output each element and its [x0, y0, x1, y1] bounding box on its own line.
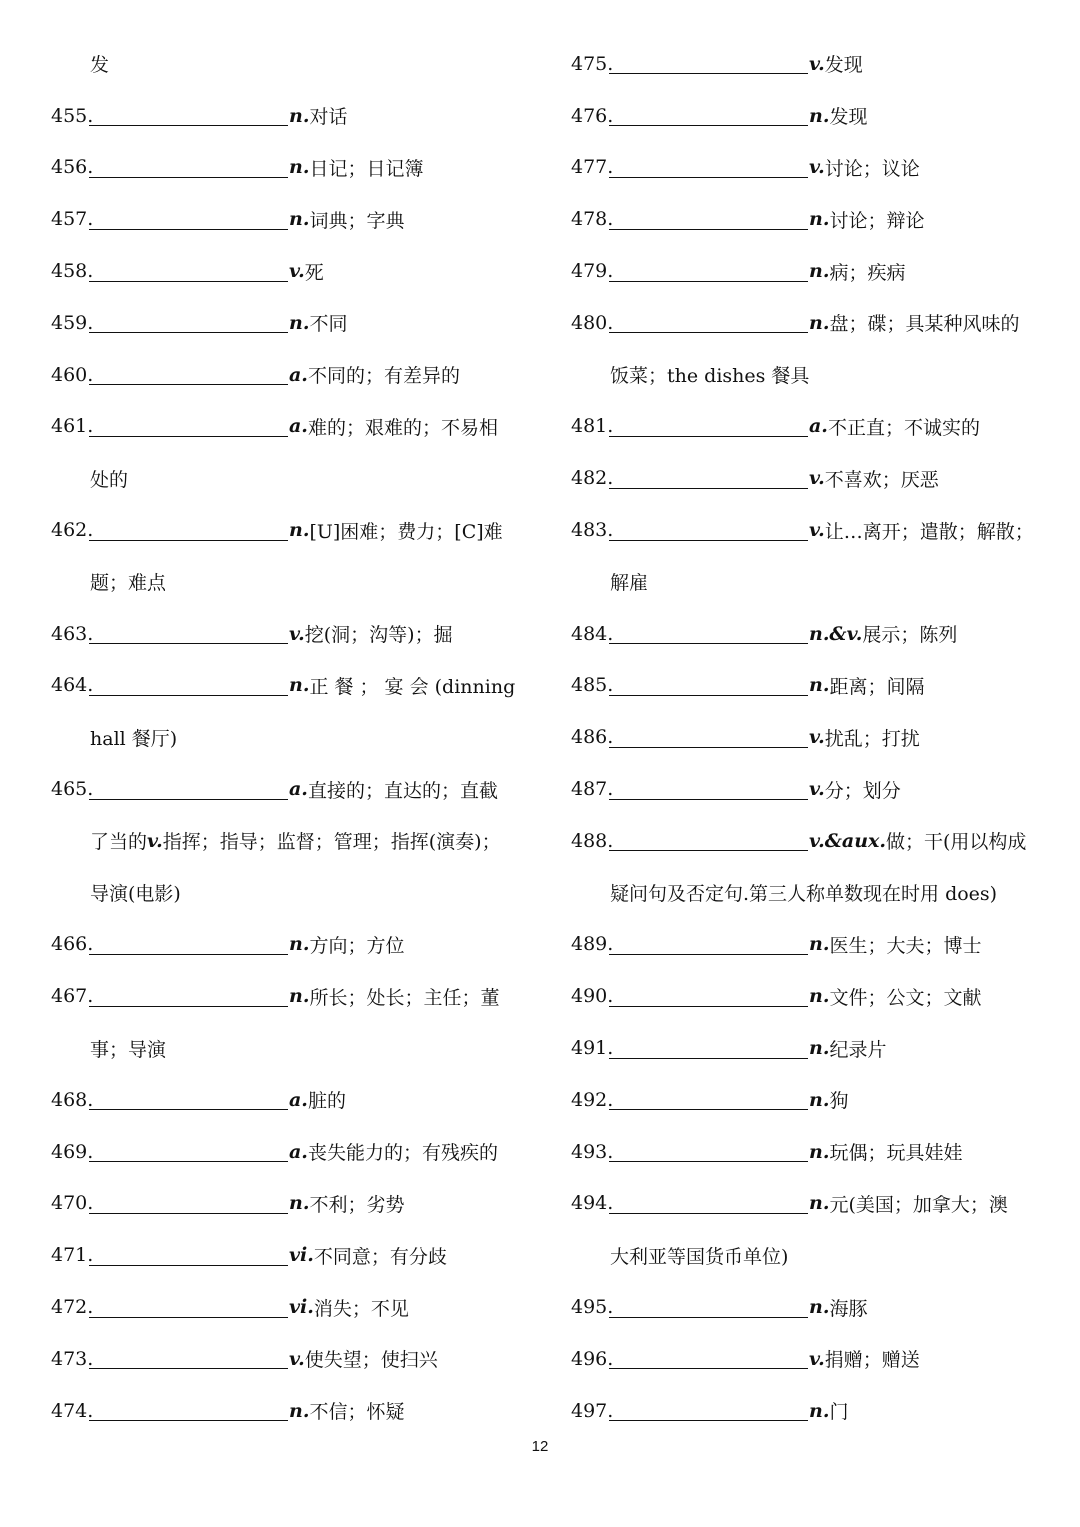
entry-number: 486. — [571, 726, 614, 749]
entry-number: 473. — [51, 1347, 94, 1370]
definition: 元(美国；加拿大；澳 — [829, 1193, 1008, 1216]
definition: 狗 — [829, 1090, 849, 1113]
vocab-entry — [51, 142, 521, 194]
definition-continuation — [51, 556, 521, 608]
part-of-speech: v.&aux. — [809, 829, 886, 852]
definition-continuation — [571, 1229, 1041, 1281]
part-of-speech: a. — [289, 778, 308, 801]
entry-number: 460. — [51, 363, 94, 386]
part-of-speech: n. — [289, 311, 310, 334]
entry-number: 487. — [571, 778, 614, 801]
vocab-entry — [51, 504, 521, 556]
part-of-speech: a. — [289, 363, 308, 386]
entry-number: 474. — [51, 1399, 94, 1422]
definition: 所长；处长；主任；董 — [309, 986, 500, 1009]
vocab-entry — [571, 1281, 1041, 1333]
definition-continuation-text: 饭菜；the dishes 餐具 — [610, 365, 810, 388]
answer-blank[interactable] — [89, 675, 288, 696]
definition-continuation — [571, 556, 1041, 608]
vocab-entry — [571, 142, 1041, 194]
definition: 方向；方位 — [309, 934, 405, 957]
part-of-speech: a. — [289, 1140, 308, 1163]
definition: 不信；怀疑 — [309, 1401, 405, 1424]
part-of-speech: n. — [809, 933, 830, 956]
vocab-entry — [51, 193, 521, 245]
definition: 不同的；有差异的 — [307, 365, 460, 388]
part-of-speech: a. — [289, 1088, 308, 1111]
answer-blank[interactable] — [89, 157, 288, 178]
part-of-speech: v. — [147, 829, 163, 852]
entry-number: 480. — [571, 311, 614, 334]
part-of-speech: n.&v. — [809, 622, 863, 645]
entry-number: 482. — [571, 467, 614, 490]
definition: 不同 — [309, 313, 348, 336]
definition: 海豚 — [829, 1297, 868, 1320]
definition: 玩偶；玩具娃娃 — [829, 1142, 963, 1165]
answer-blank[interactable] — [609, 830, 808, 851]
definition: 使失望；使扫兴 — [304, 1349, 438, 1372]
definition: 消失；不见 — [313, 1297, 409, 1320]
vocab-entry — [51, 1281, 521, 1333]
answer-blank[interactable] — [89, 1348, 288, 1369]
answer-blank[interactable] — [89, 623, 288, 644]
vocab-entry — [51, 90, 521, 142]
definition: [U]困难；费力；[C]难 — [309, 520, 503, 543]
vocab-entry — [571, 1178, 1041, 1230]
definition-continuation-text: 解雇 — [610, 572, 649, 595]
definition-continuation-text: 处的 — [90, 468, 129, 491]
answer-blank[interactable] — [609, 1141, 808, 1162]
definition-continuation — [571, 867, 1041, 919]
answer-blank[interactable] — [609, 1038, 808, 1059]
definition-continuation — [51, 815, 521, 867]
vocab-entry — [571, 1333, 1041, 1385]
definition: 医生；大夫；博士 — [829, 934, 982, 957]
part-of-speech: n. — [289, 985, 310, 1008]
part-of-speech: v. — [289, 260, 305, 283]
vocab-entry — [571, 297, 1041, 349]
entry-number: 470. — [51, 1192, 94, 1215]
entry-number: 472. — [51, 1296, 94, 1319]
part-of-speech: a. — [809, 415, 828, 438]
entry-number: 455. — [51, 104, 94, 127]
part-of-speech: vi. — [289, 1244, 314, 1267]
definition-continuation — [51, 867, 521, 919]
definition: 对话 — [309, 106, 348, 129]
part-of-speech: n. — [289, 104, 310, 127]
answer-blank[interactable] — [89, 312, 288, 333]
answer-blank[interactable] — [609, 105, 808, 126]
entry-number: 493. — [571, 1140, 614, 1163]
part-of-speech: n. — [809, 208, 830, 231]
right-column — [571, 38, 1041, 1437]
entry-number: 495. — [571, 1296, 614, 1319]
definition: 门 — [829, 1401, 849, 1424]
entry-number: 492. — [571, 1088, 614, 1111]
answer-blank[interactable] — [89, 1400, 288, 1421]
part-of-speech: v. — [809, 467, 825, 490]
answer-blank[interactable] — [89, 1297, 288, 1318]
answer-blank[interactable] — [609, 1400, 808, 1421]
vocab-entry — [571, 504, 1041, 556]
entry-number: 459. — [51, 311, 94, 334]
answer-blank[interactable] — [609, 520, 808, 541]
part-of-speech: v. — [809, 778, 825, 801]
left-column — [51, 38, 521, 1437]
part-of-speech: n. — [809, 1037, 830, 1060]
definition: 不正直；不诚实的 — [827, 416, 980, 439]
entry-number: 469. — [51, 1140, 94, 1163]
definition: 纪录片 — [829, 1038, 887, 1061]
definition: 正 餐 ； 宴 会 (dinning — [309, 675, 516, 698]
vocab-entry — [571, 660, 1041, 712]
vocab-entry — [51, 970, 521, 1022]
answer-blank[interactable] — [609, 53, 808, 74]
vocab-entry — [571, 452, 1041, 504]
vocab-entry — [571, 1385, 1041, 1437]
answer-blank[interactable] — [609, 934, 808, 955]
answer-blank[interactable] — [609, 675, 808, 696]
definition-continuation-text: 了当的 — [90, 831, 148, 854]
vocab-entry — [51, 297, 521, 349]
entry-number: 461. — [51, 415, 94, 438]
entry-number: 481. — [571, 415, 614, 438]
part-of-speech: n. — [289, 674, 310, 697]
answer-blank[interactable] — [609, 312, 808, 333]
definition: 做；干(用以构成 — [885, 831, 1027, 854]
answer-blank[interactable] — [89, 416, 288, 437]
definition: 发现 — [824, 54, 863, 77]
answer-blank[interactable] — [609, 727, 808, 748]
definition-continuation-text: 疑问句及否定句.第三人称单数现在时用 does) — [610, 883, 998, 906]
part-of-speech: n. — [809, 1192, 830, 1215]
page-number: 12 — [531, 1438, 549, 1455]
part-of-speech: n. — [289, 208, 310, 231]
definition: 直接的；直达的；直截 — [307, 779, 498, 802]
part-of-speech: n. — [809, 104, 830, 127]
part-of-speech: v. — [809, 156, 825, 179]
part-of-speech: n. — [809, 985, 830, 1008]
part-of-speech: v. — [809, 726, 825, 749]
definition-continuation — [51, 452, 521, 504]
definition: 距离；间隔 — [829, 675, 925, 698]
part-of-speech: v. — [289, 622, 305, 645]
definition-continuation-text: hall 餐厅) — [90, 727, 178, 750]
vocab-entry — [51, 1333, 521, 1385]
definition: 让…离开；遣散；解散； — [824, 520, 1034, 543]
definition-continuation-text: 事；导演 — [90, 1038, 167, 1061]
entry-number: 468. — [51, 1088, 94, 1111]
entry-number: 485. — [571, 674, 614, 697]
definition: 词典；字典 — [309, 209, 405, 232]
answer-blank[interactable] — [609, 261, 808, 282]
part-of-speech: a. — [289, 415, 308, 438]
vocab-entry — [51, 1229, 521, 1281]
definition: 脏的 — [307, 1090, 346, 1113]
vocab-entry — [51, 1385, 521, 1437]
definition: 讨论；辩论 — [829, 209, 925, 232]
definition: 死 — [304, 261, 324, 284]
vocab-entry — [571, 815, 1041, 867]
vocab-entry — [51, 349, 521, 401]
entry-number: 462. — [51, 519, 94, 542]
vocab-entry — [51, 608, 521, 660]
answer-blank[interactable] — [609, 623, 808, 644]
part-of-speech: v. — [289, 1347, 305, 1370]
definition: 挖(洞；沟等)；掘 — [304, 624, 453, 647]
definition: 讨论；议论 — [824, 157, 920, 180]
entry-number: 488. — [571, 829, 614, 852]
definition-continuation-text: 大利亚等国货币单位) — [610, 1245, 789, 1268]
vocab-entry — [571, 245, 1041, 297]
definition: 分；划分 — [824, 779, 901, 802]
answer-blank[interactable] — [609, 779, 808, 800]
vocab-entry — [51, 401, 521, 453]
vocab-entry — [51, 1126, 521, 1178]
entry-number: 489. — [571, 933, 614, 956]
entry-number: 466. — [51, 933, 94, 956]
vocab-entry — [51, 245, 521, 297]
part-of-speech: n. — [289, 933, 310, 956]
entry-number: 464. — [51, 674, 94, 697]
entry-number: 479. — [571, 260, 614, 283]
part-of-speech: n. — [809, 1399, 830, 1422]
entry-number: 496. — [571, 1347, 614, 1370]
definition-continuation-text: 导演(电影) — [90, 883, 181, 906]
answer-blank[interactable] — [89, 1141, 288, 1162]
answer-blank[interactable] — [89, 934, 288, 955]
definition: 不利；劣势 — [309, 1193, 405, 1216]
answer-blank[interactable] — [89, 779, 288, 800]
vocab-entry — [51, 1178, 521, 1230]
definition-continuation — [51, 711, 521, 763]
answer-blank[interactable] — [89, 986, 288, 1007]
definition-continuation-text: 发 — [90, 54, 110, 77]
vocab-entry — [571, 90, 1041, 142]
entry-number: 484. — [571, 622, 614, 645]
part-of-speech: n. — [289, 1192, 310, 1215]
definition: 盘；碟；具某种风味的 — [829, 313, 1020, 336]
vocab-entry — [571, 1022, 1041, 1074]
definition: 展示；陈列 — [862, 624, 958, 647]
vocab-entry — [571, 970, 1041, 1022]
definition: 日记；日记簿 — [309, 157, 424, 180]
entry-number: 478. — [571, 208, 614, 231]
entry-number: 471. — [51, 1244, 94, 1267]
vocab-entry — [571, 401, 1041, 453]
entry-number: 483. — [571, 519, 614, 542]
vocab-entry — [571, 711, 1041, 763]
part-of-speech: n. — [809, 311, 830, 334]
entry-number: 463. — [51, 622, 94, 645]
definition: 丧失能力的；有残疾的 — [307, 1142, 498, 1165]
part-of-speech: vi. — [289, 1296, 314, 1319]
part-of-speech: n. — [809, 260, 830, 283]
definition-continuation — [51, 1022, 521, 1074]
vocab-entry — [571, 38, 1041, 90]
part-of-speech: n. — [809, 1140, 830, 1163]
definition: 难的；艰难的；不易相 — [307, 416, 498, 439]
definition: 文件；公文；文献 — [829, 986, 982, 1009]
vocab-entry — [571, 763, 1041, 815]
definition: 不同意；有分歧 — [313, 1245, 447, 1268]
answer-blank[interactable] — [89, 105, 288, 126]
part-of-speech: n. — [809, 674, 830, 697]
entry-number: 491. — [571, 1037, 614, 1060]
vocab-entry — [51, 1074, 521, 1126]
part-of-speech: n. — [289, 519, 310, 542]
definition-continuation-text: 指挥；指导；监督；管理；指挥(演奏)； — [162, 831, 501, 854]
part-of-speech: n. — [289, 1399, 310, 1422]
part-of-speech: v. — [809, 52, 825, 75]
entry-number: 490. — [571, 985, 614, 1008]
vocab-entry — [571, 193, 1041, 245]
vocab-entry — [571, 919, 1041, 971]
answer-blank[interactable] — [89, 1089, 288, 1110]
definition: 病；疾病 — [829, 261, 906, 284]
part-of-speech: v. — [809, 1347, 825, 1370]
answer-blank[interactable] — [89, 520, 288, 541]
definition: 扰乱；打扰 — [824, 727, 920, 750]
answer-blank[interactable] — [609, 1193, 808, 1214]
answer-blank[interactable] — [609, 157, 808, 178]
vocab-entry — [571, 1126, 1041, 1178]
entry-number: 467. — [51, 985, 94, 1008]
entry-number: 477. — [571, 156, 614, 179]
answer-blank[interactable] — [89, 1245, 288, 1266]
part-of-speech: v. — [809, 519, 825, 542]
definition-continuation — [571, 349, 1041, 401]
part-of-speech: n. — [289, 156, 310, 179]
entry-number: 475. — [571, 52, 614, 75]
definition: 发现 — [829, 106, 868, 129]
answer-blank[interactable] — [609, 986, 808, 1007]
definition: 捐赠；赠送 — [824, 1349, 920, 1372]
vocab-entry — [51, 763, 521, 815]
entry-number: 457. — [51, 208, 94, 231]
entry-number: 465. — [51, 778, 94, 801]
answer-blank[interactable] — [609, 1089, 808, 1110]
answer-blank[interactable] — [89, 261, 288, 282]
answer-blank[interactable] — [89, 209, 288, 230]
vocab-entry — [51, 919, 521, 971]
answer-blank[interactable] — [609, 1348, 808, 1369]
answer-blank[interactable] — [609, 416, 808, 437]
answer-blank[interactable] — [609, 1297, 808, 1318]
part-of-speech: n. — [809, 1296, 830, 1319]
definition-continuation-text: 题；难点 — [90, 572, 167, 595]
answer-blank[interactable] — [89, 364, 288, 385]
entry-number: 497. — [571, 1399, 614, 1422]
part-of-speech: n. — [809, 1088, 830, 1111]
answer-blank[interactable] — [89, 1193, 288, 1214]
entry-number: 458. — [51, 260, 94, 283]
entry-number: 456. — [51, 156, 94, 179]
definition-continuation — [51, 38, 521, 90]
vocab-entry — [571, 1074, 1041, 1126]
definition: 不喜欢；厌恶 — [824, 468, 939, 491]
vocab-entry — [51, 660, 521, 712]
entry-number: 476. — [571, 104, 614, 127]
entry-number: 494. — [571, 1192, 614, 1215]
answer-blank[interactable] — [609, 468, 808, 489]
answer-blank[interactable] — [609, 209, 808, 230]
vocab-entry — [571, 608, 1041, 660]
